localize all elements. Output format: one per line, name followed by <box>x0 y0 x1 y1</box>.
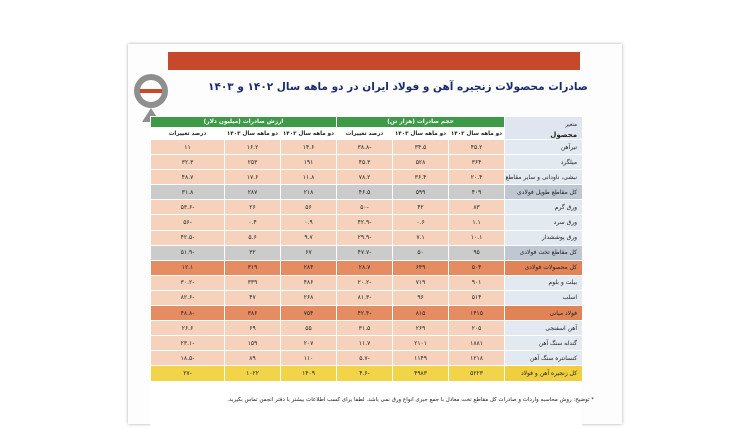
row-cell-val-1402: ۲۱۸ <box>281 185 337 200</box>
row-cell-val-change: -۵۱.۹ <box>151 245 225 260</box>
row-product-label: نبشی، ناودانی و سایر مقاطع <box>505 170 583 185</box>
row-cell-val-1402: ۶۷ <box>281 245 337 260</box>
row-cell-vol-change: ۷۸.۲ <box>337 170 393 185</box>
row-cell-vol-1402: ۱۲۱۸ <box>449 351 505 366</box>
row-cell-val-1402: ۵۵ <box>281 321 337 336</box>
row-cell-vol-1403: ۷۱۹ <box>393 275 449 290</box>
row-cell-val-1403: ۸۹ <box>225 351 281 366</box>
row-cell-val-1402: ۴۸۶ <box>281 275 337 290</box>
row-cell-val-1403: ۲۶ <box>225 200 281 215</box>
row-product-label: کل زنجیره آهن و فولاد <box>505 366 583 381</box>
row-cell-val-change: -۲۷ <box>151 366 225 381</box>
table-row <box>151 366 583 381</box>
row-cell-val-1403: ۵.۶ <box>225 230 281 245</box>
row-cell-val-change: -۲۳.۱ <box>151 336 225 351</box>
table-row <box>151 170 583 185</box>
row-cell-val-change: -۵۶ <box>151 215 225 230</box>
row-product-label: ورق گرم <box>505 200 583 215</box>
row-cell-vol-1403: ۳۶.۴ <box>393 170 449 185</box>
row-cell-vol-1402: ۹۵ <box>449 245 505 260</box>
row-cell-val-1403: ۰.۴ <box>225 215 281 230</box>
row-product-label: ورق پوششدار <box>505 230 583 245</box>
vol-1403-header: دو ماهه سال ۱۴۰۳ <box>393 128 449 140</box>
row-cell-vol-1403: ۵۹۹ <box>393 185 449 200</box>
row-cell-val-1403: ۴۷ <box>225 290 281 305</box>
row-product-label: میلگرد <box>505 155 583 170</box>
row-cell-vol-1402: ۵۱۴ <box>449 290 505 305</box>
export-table-container <box>150 116 582 427</box>
value-group-header: ارزش صادرات (میلیون دلار) <box>151 117 337 128</box>
row-cell-val-1402: ۱۴.۶ <box>281 140 337 155</box>
row-product-label: گندله سنگ آهن <box>505 336 583 351</box>
product-label: محصول <box>550 131 578 139</box>
table-body <box>151 140 583 382</box>
row-cell-vol-change: -۸۱.۳ <box>337 290 393 305</box>
row-cell-val-change: -۴۸.۸ <box>151 306 225 321</box>
row-cell-vol-1402: ۹۰۱ <box>449 275 505 290</box>
row-product-label: آهن اسفنجی <box>505 321 583 336</box>
row-cell-vol-1403: ۴۹۸۳ <box>393 366 449 381</box>
row-cell-val-1402: ۱۴۰۹ <box>281 366 337 381</box>
vol-change-header: درصد تغییرات <box>337 128 393 140</box>
row-cell-val-change: ۳۲.۳ <box>151 155 225 170</box>
row-product-label: ورق سرد <box>505 215 583 230</box>
row-product-label: اسلب <box>505 290 583 305</box>
row-cell-vol-1402: ۸۳ <box>449 200 505 215</box>
row-cell-val-1402: ۱۱۰ <box>281 351 337 366</box>
table-row <box>151 321 583 336</box>
table-row <box>151 275 583 290</box>
row-cell-vol-1402: ۳۶۴ <box>449 155 505 170</box>
row-cell-val-1402: ۷۵۴ <box>281 306 337 321</box>
row-product-label: بیلت و بلوم <box>505 275 583 290</box>
row-cell-vol-1403: ۴۲ <box>393 200 449 215</box>
row-cell-vol-1402: ۴۰۹ <box>449 185 505 200</box>
row-cell-vol-change: -۴۷.۷ <box>337 245 393 260</box>
header-bar <box>168 52 580 70</box>
table-row <box>151 215 583 230</box>
row-cell-val-1403: ۱۰۲۲ <box>225 366 281 381</box>
table-row <box>151 140 583 155</box>
row-cell-vol-1403: ۷.۱ <box>393 230 449 245</box>
table-row <box>151 260 583 275</box>
row-cell-val-1402: ۲۰۷ <box>281 336 337 351</box>
row-cell-vol-1402: ۱.۱ <box>449 215 505 230</box>
val-1402-header: دو ماهه سال ۱۴۰۲ <box>281 128 337 140</box>
row-cell-val-change: -۸۲.۶ <box>151 290 225 305</box>
row-cell-vol-change: ۳۱.۵ <box>337 321 393 336</box>
val-1403-header: دو ماهه سال ۱۴۰۳ <box>225 128 281 140</box>
row-cell-vol-1403: ۲۶۹ <box>393 321 449 336</box>
row-cell-vol-1402: ۲۰۵ <box>449 321 505 336</box>
row-cell-val-change: -۵۳.۶ <box>151 200 225 215</box>
table-row <box>151 336 583 351</box>
row-cell-val-1403: ۶۹ <box>225 321 281 336</box>
row-cell-vol-1403: ۹۶ <box>393 290 449 305</box>
row-cell-val-change: -۳۰.۲ <box>151 275 225 290</box>
row-cell-val-change: ۳۱.۸ <box>151 185 225 200</box>
variable-label: متغیر <box>565 122 578 128</box>
table-row <box>151 200 583 215</box>
row-cell-val-1403: ۲۵۳ <box>225 155 281 170</box>
row-product-label: کل محصولات فولادی <box>505 260 583 275</box>
row-cell-val-1402: ۹.۷ <box>281 230 337 245</box>
row-cell-vol-change: ۱۱.۷ <box>337 336 393 351</box>
row-cell-vol-1402: ۱۴۱۵ <box>449 306 505 321</box>
row-product-label: کل مقاطع طویل فولادی <box>505 185 583 200</box>
row-cell-vol-1403: ۶۴۹ <box>393 260 449 275</box>
volume-group-header: حجم صادرات (هزار تن) <box>337 117 505 128</box>
row-cell-vol-change: -۵۰ <box>337 200 393 215</box>
row-cell-vol-change: -۴۲.۴ <box>337 306 393 321</box>
table-row <box>151 351 583 366</box>
row-cell-val-change: ۴۸.۷ <box>151 170 225 185</box>
row-cell-vol-1403: ۵۰ <box>393 245 449 260</box>
row-cell-val-1403: ۳۱۹ <box>225 260 281 275</box>
row-cell-val-change: ۱۱ <box>151 140 225 155</box>
table-row <box>151 155 583 170</box>
row-cell-val-change: -۴۲.۵ <box>151 230 225 245</box>
row-cell-val-1403: ۳۳۹ <box>225 275 281 290</box>
row-cell-vol-change: -۴۲.۹ <box>337 215 393 230</box>
row-cell-vol-1402: ۴۵.۲ <box>449 140 505 155</box>
row-cell-vol-1402: ۵۲۲۳ <box>449 366 505 381</box>
row-cell-vol-1403: ۳۴.۵ <box>393 140 449 155</box>
row-product-label: فولاد میانی <box>505 306 583 321</box>
row-cell-vol-change: -۲۰.۲ <box>337 275 393 290</box>
row-cell-vol-change: -۲۹.۹ <box>337 230 393 245</box>
table-row <box>151 185 583 200</box>
row-cell-val-1403: ۱۶.۲ <box>225 140 281 155</box>
row-cell-vol-change: -۳۸.۸ <box>337 140 393 155</box>
row-cell-vol-1403: ۱۱۴۹ <box>393 351 449 366</box>
row-cell-vol-change: ۴۶.۵ <box>337 185 393 200</box>
corner-header <box>505 117 583 140</box>
row-cell-val-1403: ۲۸۷ <box>225 185 281 200</box>
row-product-label: تیرآهن <box>505 140 583 155</box>
row-cell-vol-1403: ۰.۶ <box>393 215 449 230</box>
row-cell-vol-change: ۲۸.۷ <box>337 260 393 275</box>
row-cell-vol-change: -۵.۷ <box>337 351 393 366</box>
row-product-label: کنسانتره سنگ آهن <box>505 351 583 366</box>
row-cell-vol-1403: ۵۲۸ <box>393 155 449 170</box>
row-cell-vol-1402: ۲۰.۴ <box>449 170 505 185</box>
row-cell-val-1403: ۱۵۹ <box>225 336 281 351</box>
row-cell-vol-change: ۴۵.۳ <box>337 155 393 170</box>
row-cell-vol-1403: ۸۱۵ <box>393 306 449 321</box>
row-cell-val-1402: ۰.۹ <box>281 215 337 230</box>
row-cell-val-1403: ۱۷.۶ <box>225 170 281 185</box>
row-cell-val-1403: ۳۲ <box>225 245 281 260</box>
row-cell-val-1402: ۱۱.۸ <box>281 170 337 185</box>
row-cell-val-1402: ۵۶ <box>281 200 337 215</box>
row-cell-val-change: -۱۸.۵ <box>151 351 225 366</box>
row-cell-vol-change: -۴.۶ <box>337 366 393 381</box>
row-cell-val-change: ۲۶.۶ <box>151 321 225 336</box>
footnote: * توضیح: روش محاسبه واردات و صادرات کل مقاطع تخت معادل با جمع جبری انواع ورق نمی باشد. لطفا برای کسب اطلاعات بیشتر با دفتر انجمن تماس بگیرید. <box>227 397 594 403</box>
table-row <box>151 306 583 321</box>
table-row <box>151 290 583 305</box>
table-row <box>151 230 583 245</box>
row-cell-val-1402: ۲۶۸ <box>281 290 337 305</box>
row-cell-val-1403: ۳۸۶ <box>225 306 281 321</box>
row-cell-vol-1402: ۱۰.۱ <box>449 230 505 245</box>
page-title: صادرات محصولات زنجیره آهن و فولاد ایران در دو ماهه سال ۱۴۰۲ و ۱۴۰۳ <box>208 81 588 93</box>
table-row <box>151 245 583 260</box>
row-cell-val-1402: ۲۸۴ <box>281 260 337 275</box>
row-cell-val-1402: ۱۹۱ <box>281 155 337 170</box>
vol-1402-header: دو ماهه سال ۱۴۰۲ <box>449 128 505 140</box>
export-table <box>150 116 583 382</box>
row-product-label: کل مقاطع تخت فولادی <box>505 245 583 260</box>
val-change-header: درصد تغییرات <box>151 128 225 140</box>
row-cell-vol-1403: ۲۱۰۱ <box>393 336 449 351</box>
row-cell-val-change: ۱۲.۱ <box>151 260 225 275</box>
slide <box>128 44 622 424</box>
row-cell-vol-1402: ۵۰۴ <box>449 260 505 275</box>
row-cell-vol-1402: ۱۸۸۱ <box>449 336 505 351</box>
